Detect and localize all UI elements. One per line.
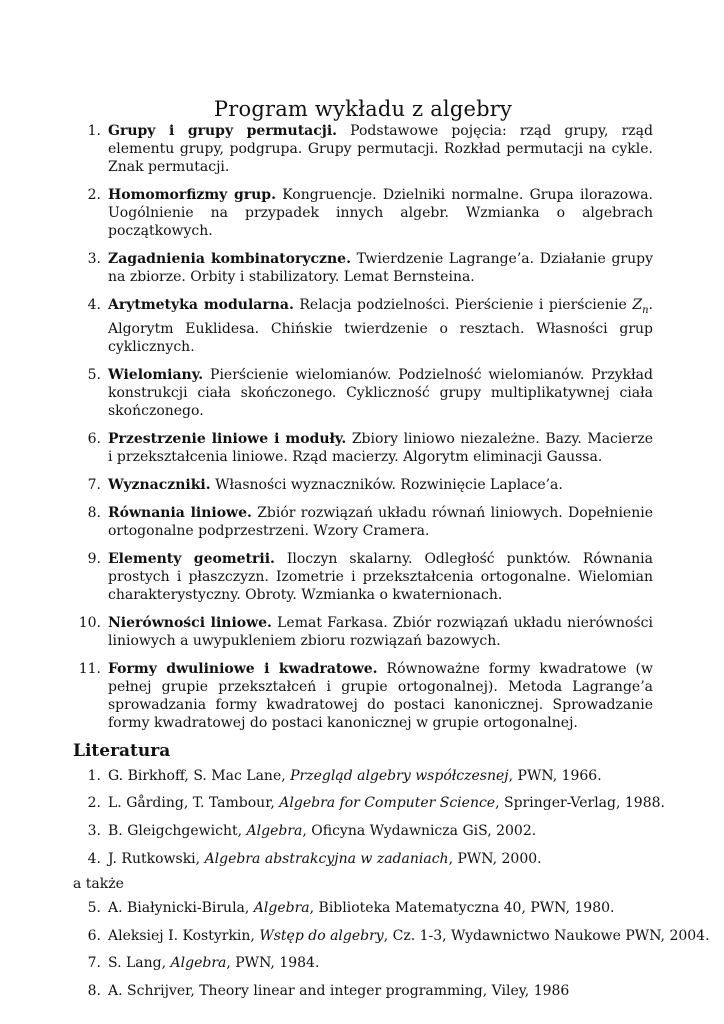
item-number: 7. — [87, 955, 101, 972]
ref-title: Wstęp do algebry — [259, 927, 384, 944]
list-item — [73, 660, 653, 732]
topic-heading: Elementy geometrii. — [108, 550, 275, 567]
item-number: 6. — [87, 430, 101, 447]
item-number: 3. — [87, 822, 101, 839]
ref-title: Algebra — [253, 900, 310, 917]
topic-heading: Nierówności liniowe. — [108, 614, 272, 631]
also-label: a także — [73, 876, 124, 893]
ref-authors: L. Gårding, T. Tambour, — [108, 795, 280, 812]
ref-title: Algebra abstrakcyjna w zadaniach — [204, 850, 449, 867]
topic-body: Równoważne formy kwadratowe (w pełnej grupie przekształceń i grupie ortogonalnej). Metoda Lagrange’a sprowadzania formy kwadratowej do postaci kanonicznej. Sprowadzanie formy kwadratowej do postaci kanonicznej w grupie ortogonalnej. — [108, 660, 653, 731]
ref-title: Algebra — [246, 822, 303, 839]
topic-body: Podstawowe pojęcia: rząd grupy, rząd elementu grupy, podgrupa. Grupy permutacji. Rozkład permutacji na cykle. Znak permutacji. — [108, 123, 653, 175]
ref-details: , PWN, 1984. — [226, 955, 320, 972]
item-number: 1. — [87, 767, 101, 784]
ref-authors: A. Białynicki-Birula, — [108, 900, 254, 917]
ref-title: Przegląd algebry współczesnej — [290, 767, 509, 784]
item-number: 7. — [87, 476, 101, 493]
ref-authors: Aleksiej I. Kostyrkin, — [108, 927, 260, 944]
item-number: 4. — [87, 297, 101, 313]
topic-body-cont: . Algorytm Euklidesa. Chińskie twierdzenie o resztach. Własności grup cyklicznych. — [108, 297, 653, 355]
item-number: 11. — [78, 660, 101, 677]
topic-body: Relacja podzielności. Pierścienie i pierścienie — [293, 297, 633, 313]
ref-details: , Oficyna Wydawnicza GiS, 2002. — [302, 822, 537, 839]
topic-heading: Arytmetyka modularna. — [108, 297, 294, 313]
literature-list — [73, 767, 665, 868]
reference-item — [73, 822, 653, 840]
topic-body: Zbiory liniowo niezależne. Bazy. Macierze i przekształcenia liniowe. Rząd macierzy. Algorytm eliminacji Gaussa. — [108, 430, 654, 465]
item-number: 6. — [87, 927, 101, 944]
list-item — [73, 550, 653, 604]
topic-body: Kongruencje. Dzielniki normalne. Grupa ilorazowa. Uogólnienie na przypadek innych algebr. Wzmianka o algebrach początkowych. — [108, 187, 654, 239]
ref-authors: S. Lang, — [108, 955, 171, 972]
reference-item — [73, 850, 653, 868]
ref-authors: J. Rutkowski, — [108, 850, 205, 867]
item-number: 10. — [78, 614, 101, 631]
list-item — [73, 296, 653, 356]
topic-heading: Homomorfizmy grup. — [108, 187, 276, 203]
item-number: 1. — [87, 123, 101, 139]
ref-details: , Springer-Verlag, 1988. — [495, 795, 665, 812]
ref-title: Algebra for Computer Science — [279, 795, 496, 812]
topic-heading: Przestrzenie liniowe i moduły. — [108, 430, 347, 447]
ref-details: , PWN, 2000. — [448, 850, 542, 867]
document-page — [73, 97, 710, 1010]
list-item — [73, 186, 653, 240]
reference-item — [73, 899, 653, 917]
topic-heading: Zagadnienia kombinatoryczne. — [108, 251, 351, 267]
topic-body: Twierdzenie Lagrange’a. Działanie grupy na zbiorze. Orbity i stabilizatory. Lemat Bernsteina. — [108, 251, 653, 285]
list-item — [73, 476, 653, 494]
list-item — [73, 250, 653, 286]
page-title: Program wykładu z algebry — [213, 97, 513, 121]
topic-heading: Grupy i grupy permutacji. — [108, 123, 338, 139]
list-item — [73, 122, 653, 176]
topic-heading: Równania liniowe. — [108, 504, 252, 521]
reference-item — [73, 794, 665, 812]
ref-title: Algebra — [170, 955, 227, 972]
list-item — [73, 504, 653, 540]
math-var: Z — [632, 297, 643, 313]
list-item — [73, 614, 653, 650]
ref-details: , PWN, 1966. — [508, 767, 602, 784]
literature-extra-list — [73, 899, 710, 1000]
item-number: 8. — [87, 504, 101, 521]
topic-heading: Formy dwuliniowe i kwadratowe. — [108, 660, 378, 677]
topic-body: Lemat Farkasa. Zbiór rozwiązań układu nierówności liniowych a uwypukleniem zbioru rozwiązań bazowych. — [108, 614, 653, 649]
math-subscript: n — [642, 304, 649, 316]
reference-item — [73, 982, 653, 1000]
reference-item — [73, 767, 653, 785]
ref-authors: A. Schrijver, Theory linear and integer programming, Viley, 1986 — [108, 982, 570, 999]
ref-authors: B. Gleigchgewicht, — [108, 822, 247, 839]
item-number: 4. — [87, 850, 101, 867]
ref-details: , Biblioteka Matematyczna 40, PWN, 1980. — [309, 900, 615, 917]
item-number: 2. — [87, 187, 101, 203]
list-item — [73, 366, 653, 420]
topic-body: Iloczyn skalarny. Odległość punktów. Równania prostych i płaszczyzn. Izometrie i przekształcenia ortogonalne. Wielomian charakterystyczny. Obroty. Wzmianka o kwaternionach. — [108, 550, 653, 603]
ref-details: , Cz. 1-3, Wydawnictwo Naukowe PWN, 2004. — [383, 927, 710, 944]
topic-body: Zbiór rozwiązań układu równań liniowych. Dopełnienie ortogonalne podprzestrzeni. Wzory Cramera. — [108, 504, 653, 539]
topics-list — [73, 122, 653, 732]
literature-heading: Literatura — [73, 740, 171, 761]
item-number: 8. — [87, 982, 101, 999]
item-number: 2. — [87, 795, 101, 812]
item-number: 9. — [87, 550, 101, 567]
list-item — [73, 430, 653, 466]
reference-item — [73, 954, 653, 972]
topic-heading: Wyznaczniki. — [108, 476, 211, 493]
topic-body: Własności wyznaczników. Rozwinięcie Laplace’a. — [210, 476, 563, 493]
item-number: 5. — [87, 366, 101, 383]
topic-heading: Wielomiany. — [108, 366, 204, 383]
reference-item — [73, 927, 710, 945]
ref-authors: G. Birkhoff, S. Mac Lane, — [108, 767, 291, 784]
topic-body: Pierścienie wielomianów. Podzielność wielomianów. Przykład konstrukcji ciała skończonego. Cykliczność grupy multiplikatywnej ciała skończonego. — [108, 366, 653, 419]
item-number: 5. — [87, 900, 101, 917]
item-number: 3. — [87, 251, 101, 267]
